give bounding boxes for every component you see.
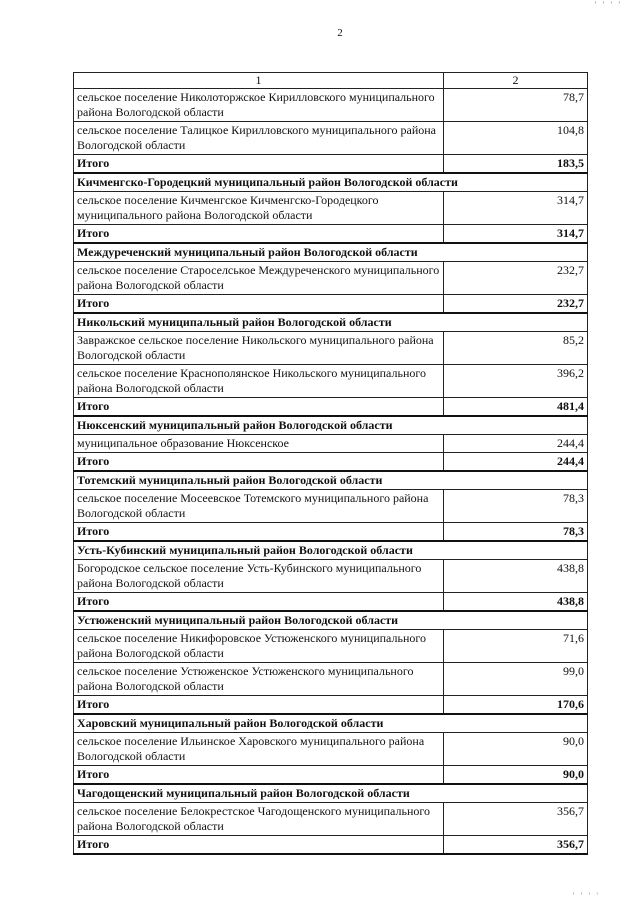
total-value: 481,4: [444, 398, 588, 417]
district-header-row: [74, 243, 588, 262]
table-row: [74, 803, 588, 836]
district-name: Тотемский муниципальный район Вологодской области: [74, 471, 588, 490]
table-row: [74, 262, 588, 295]
total-label: Итого: [74, 593, 444, 612]
total-label: Итого: [74, 225, 444, 244]
total-value: 356,7: [444, 836, 588, 855]
total-row: [74, 225, 588, 244]
district-name: Нюксенский муниципальный район Вологодской области: [74, 416, 588, 435]
total-label: Итого: [74, 398, 444, 417]
total-row: [74, 295, 588, 314]
table-row: [74, 365, 588, 398]
settlement-name: сельское поселение Мосеевское Тотемского муниципального района Вологодской области: [74, 490, 444, 523]
settlement-value: 90,0: [444, 733, 588, 766]
total-value: 244,4: [444, 453, 588, 472]
district-name: Усть-Кубинский муниципальный район Вологодской области: [74, 541, 588, 560]
total-row: [74, 523, 588, 542]
settlement-name: сельское поселение Талицкое Кирилловского муниципального района Вологодской области: [74, 122, 444, 155]
column-header-2: 2: [444, 73, 588, 89]
district-header-row: [74, 313, 588, 332]
corner-mark: ' ' ' ': [594, 0, 622, 10]
district-header-row: [74, 541, 588, 560]
table-row: [74, 89, 588, 122]
settlement-name: сельское поселение Никифоровское Устюженского муниципального района Вологодской области: [74, 630, 444, 663]
settlement-name: сельское поселение Кичменгское Кичменгско-Городецкого муниципального района Вологодской области: [74, 192, 444, 225]
district-name: Никольский муниципальный район Вологодской области: [74, 313, 588, 332]
total-row: [74, 766, 588, 785]
table-row: [74, 192, 588, 225]
district-header-row: [74, 784, 588, 803]
total-row: [74, 398, 588, 417]
settlement-name: сельское поселение Краснополянское Никольского муниципального района Вологодской области: [74, 365, 444, 398]
total-label: Итого: [74, 453, 444, 472]
settlement-value: 438,8: [444, 560, 588, 593]
total-value: 438,8: [444, 593, 588, 612]
settlement-value: 356,7: [444, 803, 588, 836]
settlement-value: 99,0: [444, 663, 588, 696]
table-body: [74, 73, 588, 855]
table-row: [74, 733, 588, 766]
total-label: Итого: [74, 696, 444, 715]
total-label: Итого: [74, 836, 444, 855]
settlement-name: сельское поселение Устюженское Устюженского муниципального района Вологодской области: [74, 663, 444, 696]
table-row: [74, 122, 588, 155]
settlement-value: 78,7: [444, 89, 588, 122]
settlement-name: Богородское сельское поселение Усть-Кубинского муниципального района Вологодской области: [74, 560, 444, 593]
district-name: Харовский муниципальный район Вологодской области: [74, 714, 588, 733]
table-row: [74, 560, 588, 593]
district-header-row: [74, 173, 588, 192]
column-header-1: 1: [74, 73, 444, 89]
bottom-mark: ' ' ' ': [572, 891, 600, 901]
total-label: Итого: [74, 523, 444, 542]
district-header-row: [74, 416, 588, 435]
total-label: Итого: [74, 295, 444, 314]
total-value: 90,0: [444, 766, 588, 785]
settlement-name: сельское поселение Белокрестское Чагодощенского муниципального района Вологодской области: [74, 803, 444, 836]
table-row: [74, 663, 588, 696]
total-label: Итого: [74, 766, 444, 785]
table-row: [74, 490, 588, 523]
total-value: 170,6: [444, 696, 588, 715]
settlement-value: 104,8: [444, 122, 588, 155]
table-row: [74, 630, 588, 663]
page-number: 2: [337, 27, 343, 39]
settlement-value: 244,4: [444, 435, 588, 453]
settlement-name: сельское поселение Ильинское Харовского муниципального района Вологодской области: [74, 733, 444, 766]
total-value: 183,5: [444, 155, 588, 174]
total-value: 314,7: [444, 225, 588, 244]
district-name: Устюженский муниципальный район Вологодской области: [74, 611, 588, 630]
allocation-table: [73, 72, 588, 855]
settlement-value: 396,2: [444, 365, 588, 398]
table-header-row: [74, 73, 588, 89]
settlement-name: муниципальное образование Нюксенское: [74, 435, 444, 453]
total-label: Итого: [74, 155, 444, 174]
settlement-name: сельское поселение Николоторжское Кирилловского муниципального района Вологодской области: [74, 89, 444, 122]
table-row: [74, 435, 588, 453]
settlement-value: 314,7: [444, 192, 588, 225]
settlement-name: Завражское сельское поселение Никольского муниципального района Вологодской области: [74, 332, 444, 365]
total-row: [74, 453, 588, 472]
total-row: [74, 696, 588, 715]
table-row: [74, 332, 588, 365]
district-header-row: [74, 714, 588, 733]
district-name: Междуреченский муниципальный район Вологодской области: [74, 243, 588, 262]
district-name: Кичменгско-Городецкий муниципальный район Вологодской области: [74, 173, 588, 192]
district-header-row: [74, 611, 588, 630]
total-value: 78,3: [444, 523, 588, 542]
settlement-value: 85,2: [444, 332, 588, 365]
total-value: 232,7: [444, 295, 588, 314]
settlement-name: сельское поселение Староселськое Междуреченского муниципального района Вологодской области: [74, 262, 444, 295]
district-header-row: [74, 471, 588, 490]
district-name: Чагодощенский муниципальный район Вологодской области: [74, 784, 588, 803]
total-row: [74, 155, 588, 174]
total-row: [74, 593, 588, 612]
settlement-value: 232,7: [444, 262, 588, 295]
settlement-value: 71,6: [444, 630, 588, 663]
settlement-value: 78,3: [444, 490, 588, 523]
total-row: [74, 836, 588, 855]
